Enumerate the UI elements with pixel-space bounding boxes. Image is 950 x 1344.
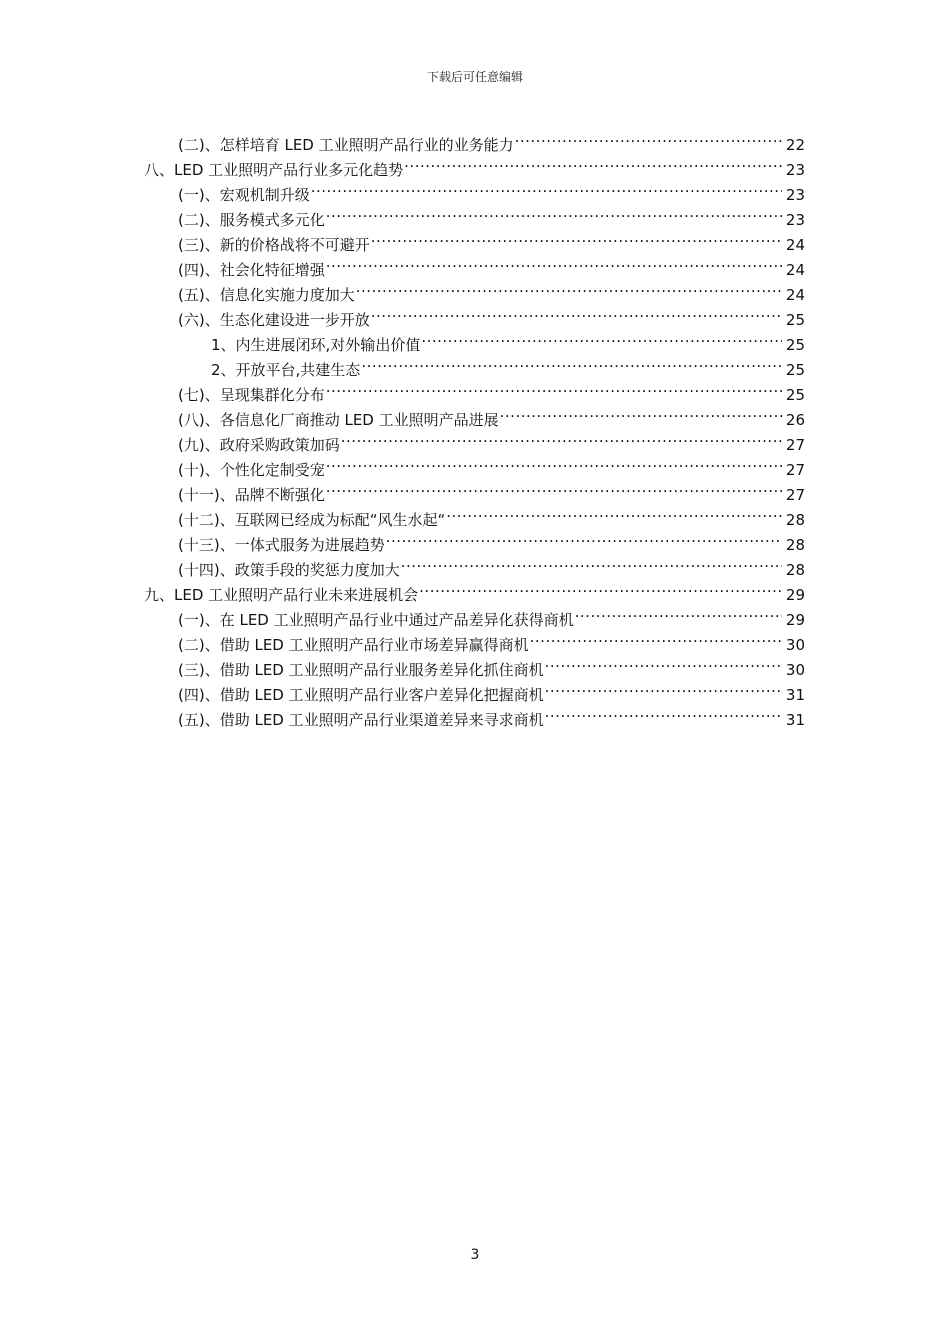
toc-entry-page: 30: [785, 661, 805, 679]
toc-entry-title: (十四)、政策手段的奖惩力度加大: [178, 561, 400, 579]
toc-dot-leader: [326, 250, 782, 275]
toc-entry[interactable]: [0, 550, 950, 579]
toc-dot-leader: [311, 175, 782, 200]
toc-dot-leader: [326, 475, 782, 500]
toc-dot-leader: [361, 350, 782, 375]
toc-dot-leader: [371, 300, 782, 325]
toc-entry-page: 29: [785, 611, 805, 629]
toc-entry[interactable]: [0, 275, 950, 304]
toc-entry-page: 22: [785, 136, 805, 154]
toc-entry-title: (五)、借助 LED 工业照明产品行业渠道差异来寻求商机: [178, 711, 544, 729]
page-header: 下载后可任意编辑: [426, 70, 523, 84]
toc-entry-title: 八、LED 工业照明产品行业多元化趋势: [144, 161, 404, 179]
toc-entry-page: 30: [785, 636, 805, 654]
toc-dot-leader: [421, 325, 782, 350]
toc-dot-leader: [404, 150, 782, 175]
toc-entry-page: 24: [785, 236, 805, 254]
toc-entry-page: 28: [785, 536, 805, 554]
toc-entry[interactable]: [0, 525, 950, 554]
toc-entry-title: (十)、个性化定制受宠: [178, 461, 325, 479]
toc-entry-title: (七)、呈现集群化分布: [178, 386, 325, 404]
toc-dot-leader: [326, 200, 782, 225]
toc-entry[interactable]: [0, 400, 950, 429]
toc-entry[interactable]: [0, 350, 950, 379]
toc-entry[interactable]: [0, 575, 950, 604]
toc-entry-page: 25: [785, 311, 805, 329]
toc-entry-title: (十二)、互联网已经成为标配“风生水起“: [178, 511, 446, 529]
toc-entry[interactable]: [0, 250, 950, 279]
toc-entry-page: 25: [785, 361, 805, 379]
toc-entry[interactable]: [0, 650, 950, 679]
toc-entry-title: (四)、借助 LED 工业照明产品行业客户差异化把握商机: [178, 686, 544, 704]
toc-entry[interactable]: [0, 225, 950, 254]
toc-entry-page: 27: [785, 461, 805, 479]
toc-entry-page: 28: [785, 561, 805, 579]
toc-entry-page: 27: [785, 486, 805, 504]
toc-entry-title: (二)、怎样培育 LED 工业照明产品行业的业务能力: [178, 136, 514, 154]
toc-dot-leader: [515, 125, 782, 150]
toc-entry[interactable]: [0, 325, 950, 354]
toc-entry-title: (三)、借助 LED 工业照明产品行业服务差异化抓住商机: [178, 661, 544, 679]
toc-entry-page: 26: [785, 411, 805, 429]
toc-dot-leader: [326, 450, 782, 475]
toc-entry-title: (九)、政府采购政策加码: [178, 436, 340, 454]
toc-entry-title: (十一)、品牌不断强化: [178, 486, 325, 504]
toc-dot-leader: [341, 425, 782, 450]
toc-entry[interactable]: [0, 450, 950, 479]
toc-entry[interactable]: [0, 500, 950, 529]
toc-entry-title: 2、开放平台,共建生态: [211, 361, 361, 379]
toc-dot-leader: [545, 675, 782, 700]
toc-dot-leader: [326, 375, 782, 400]
toc-entry-page: 24: [785, 261, 805, 279]
toc-entry[interactable]: [0, 150, 950, 179]
toc-entry[interactable]: [0, 675, 950, 704]
toc-entry[interactable]: [0, 425, 950, 454]
toc-entry[interactable]: [0, 175, 950, 204]
toc-entry[interactable]: [0, 700, 950, 729]
toc-dot-leader: [446, 500, 782, 525]
toc-entry-title: (六)、生态化建设进一步开放: [178, 311, 370, 329]
toc-dot-leader: [371, 225, 782, 250]
toc-entry-title: 九、LED 工业照明产品行业未来进展机会: [144, 586, 419, 604]
toc-entry-title: (十三)、一体式服务为进展趋势: [178, 536, 385, 554]
page-number: 3: [470, 1247, 480, 1263]
toc-entry-page: 28: [785, 511, 805, 529]
toc-entry-page: 31: [785, 711, 805, 729]
toc-entry-page: 29: [785, 586, 805, 604]
toc-entry[interactable]: [0, 475, 950, 504]
toc-entry-title: (五)、信息化实施力度加大: [178, 286, 355, 304]
toc-dot-leader: [356, 275, 782, 300]
toc-entry-title: (二)、服务模式多元化: [178, 211, 325, 229]
toc-entry-title: 1、内生进展闭环,对外输出价值: [211, 336, 421, 354]
toc-entry-page: 23: [785, 211, 805, 229]
toc-entry[interactable]: [0, 600, 950, 629]
toc-dot-leader: [500, 400, 782, 425]
toc-entry-page: 23: [785, 161, 805, 179]
toc-dot-leader: [545, 650, 782, 675]
toc-entry[interactable]: [0, 375, 950, 404]
toc-entry-title: (二)、借助 LED 工业照明产品行业市场差异赢得商机: [178, 636, 529, 654]
toc-entry[interactable]: [0, 625, 950, 654]
toc-dot-leader: [530, 625, 782, 650]
toc-entry-page: 25: [785, 386, 805, 404]
toc-entry-page: 31: [785, 686, 805, 704]
toc-dot-leader: [575, 600, 782, 625]
toc-entry[interactable]: [0, 200, 950, 229]
toc-entry-page: 25: [785, 336, 805, 354]
toc-entry-title: (三)、新的价格战将不可避开: [178, 236, 370, 254]
toc-entry-title: (一)、宏观机制升级: [178, 186, 310, 204]
toc-entry-page: 23: [785, 186, 805, 204]
toc-entry-page: 27: [785, 436, 805, 454]
toc-dot-leader: [386, 525, 782, 550]
toc-entry[interactable]: [0, 300, 950, 329]
toc-dot-leader: [419, 575, 782, 600]
toc-entry-title: (八)、各信息化厂商推动 LED 工业照明产品进展: [178, 411, 499, 429]
toc-dot-leader: [545, 700, 782, 725]
toc-entry-page: 24: [785, 286, 805, 304]
toc-entry-title: (一)、在 LED 工业照明产品行业中通过产品差异化获得商机: [178, 611, 574, 629]
toc-entry-title: (四)、社会化特征增强: [178, 261, 325, 279]
toc-entry[interactable]: [0, 125, 950, 154]
toc-dot-leader: [401, 550, 782, 575]
table-of-contents: [0, 125, 950, 729]
